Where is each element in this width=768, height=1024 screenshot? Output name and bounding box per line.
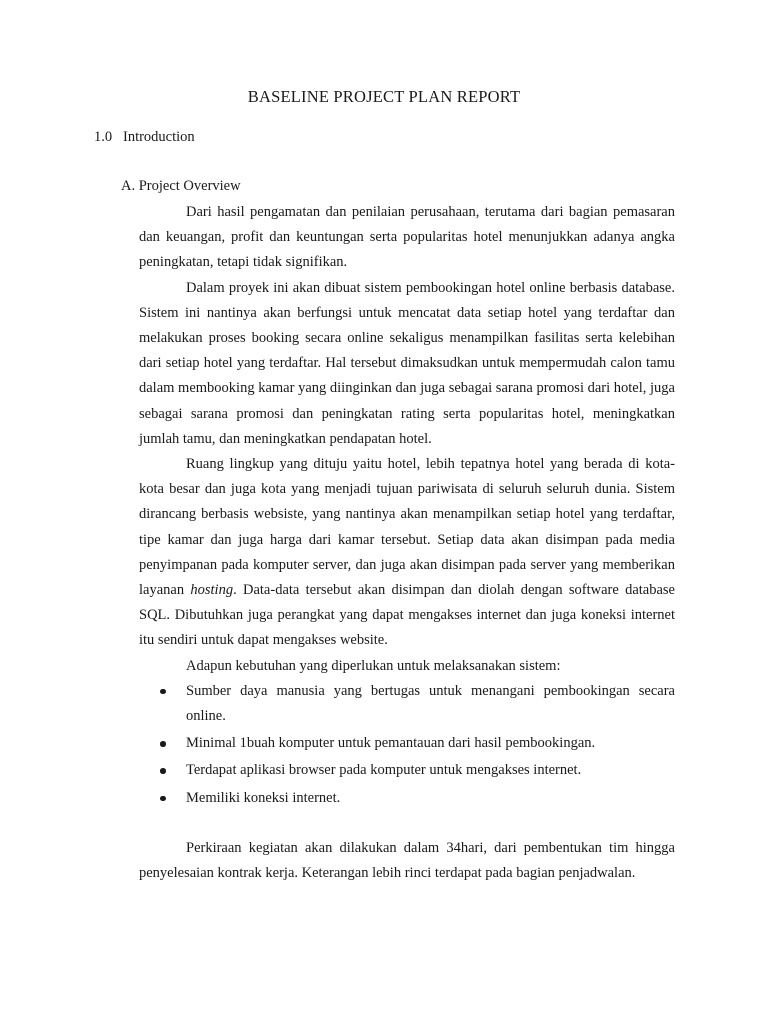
- list-item-text: Memiliki koneksi internet.: [186, 789, 341, 806]
- document-title: BASELINE PROJECT PLAN REPORT: [247, 87, 521, 106]
- section-number: 1.0: [94, 129, 113, 145]
- closing-paragraph: Perkiraan kegiatan akan dilakukan dalam 34hari, dari pembentukan tim hingga penyelesaian kontrak kerja. Keterangan lebih rinci terdapat pada bagian penjadwalan.: [139, 839, 675, 882]
- subsection-title: A. Project Overview: [121, 178, 241, 194]
- list-item: [139, 679, 675, 729]
- list-item-text: Sumber daya manusia yang bertugas untuk menangani pembookingan secara online.: [186, 682, 675, 725]
- paragraph: Dari hasil pengamatan dan penilaian perusahaan, terutama dari bagian pemasaran dan keuangan, profit dan keuntungan serta popularitas hotel menunjukkan adanya angka peningkatan, tetapi tidak signifikan.: [139, 204, 675, 271]
- bullet-icon: [160, 768, 166, 774]
- paragraph-text: . Data-data tersebut akan disimpan dan diolah dengan software database SQL. Dibutuhkan juga perangkat yang dapat mengakses internet dan juga koneksi internet itu sendiri untuk dapat mengakses website.: [139, 582, 675, 649]
- list-item-text: Terdapat aplikasi browser pada komputer untuk mengakses internet.: [186, 762, 582, 779]
- paragraph: [139, 452, 675, 654]
- list-item: [139, 786, 675, 811]
- bullet-icon: [160, 741, 166, 747]
- list-item: [139, 731, 675, 756]
- list-intro: Adapun kebutuhan yang diperlukan untuk melaksanakan sistem:: [186, 657, 561, 674]
- italic-term: hosting: [190, 582, 234, 599]
- bullet-icon: [160, 689, 166, 695]
- document-body: [139, 200, 675, 886]
- bullet-icon: [160, 796, 166, 802]
- list-item: [139, 758, 675, 783]
- paragraph-text: Ruang lingkup yang dituju yaitu hotel, lebih tepatnya hotel yang berada di kota-kota besar dan juga kota yang menjadi tujuan pariwisata di seluruh seluruh dunia. Sistem dirancang berbasis websiste, yang nantinya akan menampilkan setiap hotel yang terdaftar, tipe kamar dan juga harga dari kamar tersebut. Setiap data akan disimpan pada media penyimpanan pada komputer server, dan juga akan disimpan pada server yang memberikan layanan: [139, 456, 675, 599]
- requirements-list: [139, 679, 675, 811]
- section-title: Introduction: [123, 129, 195, 145]
- paragraph: Dalam proyek ini akan dibuat sistem pembookingan hotel online berbasis database. Sistem ini nantinya akan berfungsi untuk mencatat data setiap hotel yang terdaftar dan melakukan proses booking secara online sekaligus menampilkan fasilitas serta kelebihan dari setiap hotel yang terdaftar. Hal tersebut dimaksudkan untuk mempermudah calon tamu dalam membooking kamar yang diinginkan dan juga sebagai sarana promosi dari hotel, juga sebagai sarana promosi dan peningkatan rating serta popularitas hotel, meningkatkan jumlah tamu, dan meningkatkan pendapatan hotel.: [139, 279, 675, 447]
- list-item-text: Minimal 1buah komputer untuk pemantauan dari hasil pembookingan.: [186, 735, 596, 752]
